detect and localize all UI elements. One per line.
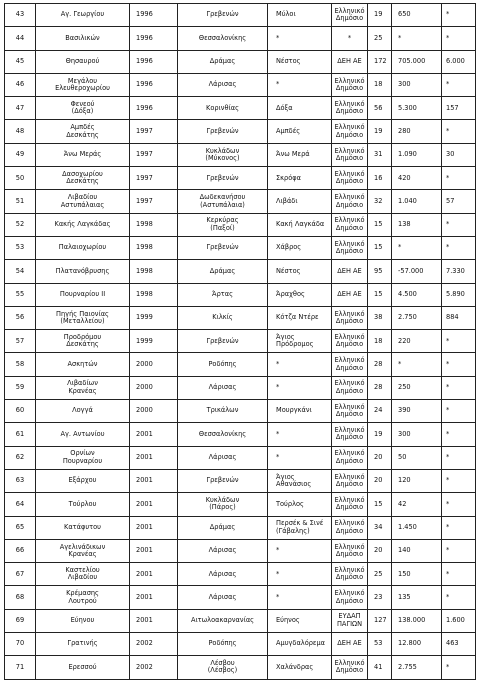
cell-row-number: 65	[5, 516, 36, 539]
cell-height: 20	[368, 469, 392, 492]
cell-prefecture: Λέσβου (Λέσβος)	[178, 656, 268, 679]
cell-row-number: 70	[5, 633, 36, 656]
cell-owner: Ελληνικό Δημόσιο	[332, 376, 368, 399]
cell-prefecture: Γρεβενών	[178, 4, 268, 27]
cell-height: 28	[368, 376, 392, 399]
cell-row-number: 62	[5, 446, 36, 469]
table-row	[5, 306, 476, 329]
cell-area: 1.600	[442, 609, 476, 632]
cell-row-number: 67	[5, 563, 36, 586]
cell-year: 2002	[130, 633, 178, 656]
cell-owner: ΔΕΗ ΑΕ	[332, 633, 368, 656]
cell-capacity: 300	[392, 423, 442, 446]
cell-row-number: 56	[5, 306, 36, 329]
cell-owner: Ελληνικό Δημόσιο	[332, 330, 368, 353]
cell-area: 884	[442, 306, 476, 329]
table-row	[5, 167, 476, 190]
cell-height: 20	[368, 446, 392, 469]
cell-prefecture: Άρτας	[178, 283, 268, 306]
cell-capacity: 135	[392, 586, 442, 609]
cell-dam-name: Ορνίων Πουρναρίου	[36, 446, 130, 469]
cell-dam-name: Αγ. Γεωργίου	[36, 4, 130, 27]
dams-table	[4, 3, 476, 680]
cell-owner: Ελληνικό Δημόσιο	[332, 143, 368, 166]
cell-prefecture: Θεσσαλονίκης	[178, 423, 268, 446]
cell-year: 2002	[130, 656, 178, 679]
cell-height: 56	[368, 97, 392, 120]
table-body	[5, 4, 476, 680]
table-row	[5, 469, 476, 492]
cell-capacity: 220	[392, 330, 442, 353]
cell-river: Άνω Μερά	[268, 143, 332, 166]
cell-river: Μύλοι	[268, 4, 332, 27]
cell-row-number: 59	[5, 376, 36, 399]
cell-river: Άγιος Αθανάσιος	[268, 469, 332, 492]
cell-row-number: 46	[5, 73, 36, 96]
cell-dam-name: Κακής Λαγκάδας	[36, 213, 130, 236]
cell-dam-name: Κατάφυτου	[36, 516, 130, 539]
cell-area: *	[442, 493, 476, 516]
cell-height: 23	[368, 586, 392, 609]
cell-capacity: 1.040	[392, 190, 442, 213]
cell-row-number: 57	[5, 330, 36, 353]
cell-area: *	[442, 516, 476, 539]
cell-river: *	[268, 586, 332, 609]
cell-row-number: 50	[5, 167, 36, 190]
cell-capacity: 5.300	[392, 97, 442, 120]
table-row	[5, 516, 476, 539]
cell-owner: Ελληνικό Δημόσιο	[332, 469, 368, 492]
cell-dam-name: Κρέμασης Λουτρού	[36, 586, 130, 609]
cell-dam-name: Μεγάλου Ελευθεροχωρίου	[36, 73, 130, 96]
cell-row-number: 44	[5, 27, 36, 50]
cell-year: 2000	[130, 353, 178, 376]
cell-capacity: 390	[392, 400, 442, 423]
table-row	[5, 353, 476, 376]
cell-capacity: *	[392, 236, 442, 259]
cell-capacity: 12.800	[392, 633, 442, 656]
table-row	[5, 376, 476, 399]
cell-owner: Ελληνικό Δημόσιο	[332, 73, 368, 96]
cell-height: 19	[368, 423, 392, 446]
cell-height: 18	[368, 73, 392, 96]
table-row	[5, 50, 476, 73]
cell-prefecture: Λάρισας	[178, 73, 268, 96]
cell-year: 1996	[130, 73, 178, 96]
cell-dam-name: Εύηνου	[36, 609, 130, 632]
cell-row-number: 54	[5, 260, 36, 283]
cell-row-number: 63	[5, 469, 36, 492]
cell-row-number: 49	[5, 143, 36, 166]
table-row	[5, 423, 476, 446]
cell-height: 15	[368, 236, 392, 259]
table-row	[5, 446, 476, 469]
cell-capacity: 280	[392, 120, 442, 143]
cell-area: *	[442, 213, 476, 236]
cell-area: *	[442, 586, 476, 609]
cell-dam-name: Καστελίου Λιβαδίου	[36, 563, 130, 586]
cell-dam-name: Δασοχωρίου Δεσκάτης	[36, 167, 130, 190]
cell-year: 2001	[130, 586, 178, 609]
cell-height: 19	[368, 120, 392, 143]
cell-owner: Ελληνικό Δημόσιο	[332, 656, 368, 679]
cell-height: 95	[368, 260, 392, 283]
cell-river: *	[268, 376, 332, 399]
cell-dam-name: Λιβαδίων Κρανέας	[36, 376, 130, 399]
cell-capacity: 1.450	[392, 516, 442, 539]
cell-prefecture: Γρεβενών	[178, 120, 268, 143]
cell-prefecture: Ροδόπης	[178, 353, 268, 376]
cell-year: 1998	[130, 283, 178, 306]
cell-year: 2000	[130, 400, 178, 423]
cell-capacity: 1.090	[392, 143, 442, 166]
cell-owner: Ελληνικό Δημόσιο	[332, 446, 368, 469]
cell-prefecture: Τρικάλων	[178, 400, 268, 423]
cell-capacity: *	[392, 27, 442, 50]
table-row	[5, 586, 476, 609]
cell-river: Χάβρος	[268, 236, 332, 259]
cell-year: 2001	[130, 563, 178, 586]
cell-river: *	[268, 27, 332, 50]
cell-capacity: 300	[392, 73, 442, 96]
cell-row-number: 47	[5, 97, 36, 120]
cell-area: *	[442, 27, 476, 50]
cell-row-number: 53	[5, 236, 36, 259]
cell-owner: Ελληνικό Δημόσιο	[332, 400, 368, 423]
cell-area: 57	[442, 190, 476, 213]
cell-year: 1997	[130, 143, 178, 166]
cell-capacity: -57.000	[392, 260, 442, 283]
cell-owner: Ελληνικό Δημόσιο	[332, 213, 368, 236]
cell-owner: Ελληνικό Δημόσιο	[332, 97, 368, 120]
cell-dam-name: Ερεσσού	[36, 656, 130, 679]
cell-row-number: 51	[5, 190, 36, 213]
cell-capacity: 42	[392, 493, 442, 516]
cell-capacity: 2.755	[392, 656, 442, 679]
cell-area: *	[442, 376, 476, 399]
cell-dam-name: Ασκητών	[36, 353, 130, 376]
cell-owner: ΔΕΗ ΑΕ	[332, 283, 368, 306]
cell-dam-name: Αγελινάδικων Κρανέας	[36, 539, 130, 562]
table-row	[5, 563, 476, 586]
cell-river: Τούρλος	[268, 493, 332, 516]
cell-dam-name: Παλαιοχωρίου	[36, 236, 130, 259]
table-row	[5, 190, 476, 213]
cell-owner: *	[332, 27, 368, 50]
cell-height: 172	[368, 50, 392, 73]
table-row	[5, 120, 476, 143]
cell-row-number: 69	[5, 609, 36, 632]
cell-river: Αμπδές	[268, 120, 332, 143]
cell-dam-name: Αμπδές Δεσκάτης	[36, 120, 130, 143]
cell-dam-name: Πηγής Παιονίας (Μεταλλείου)	[36, 306, 130, 329]
cell-capacity: 150	[392, 563, 442, 586]
cell-area: *	[442, 353, 476, 376]
cell-owner: Ελληνικό Δημόσιο	[332, 539, 368, 562]
cell-owner: Ελληνικό Δημόσιο	[332, 493, 368, 516]
cell-area: *	[442, 167, 476, 190]
cell-height: 31	[368, 143, 392, 166]
cell-owner: ΔΕΗ ΑΕ	[332, 50, 368, 73]
cell-owner: ΕΥΔΑΠ ΠΑΓΙΩΝ	[332, 609, 368, 632]
cell-area: *	[442, 423, 476, 446]
cell-year: 1996	[130, 4, 178, 27]
cell-owner: Ελληνικό Δημόσιο	[332, 236, 368, 259]
cell-prefecture: Θεσσαλονίκης	[178, 27, 268, 50]
cell-year: 1999	[130, 306, 178, 329]
cell-year: 2001	[130, 423, 178, 446]
cell-height: 15	[368, 283, 392, 306]
cell-area: *	[442, 330, 476, 353]
cell-area: *	[442, 73, 476, 96]
cell-area: *	[442, 446, 476, 469]
cell-river: Νέστος	[268, 50, 332, 73]
cell-area: *	[442, 236, 476, 259]
cell-row-number: 58	[5, 353, 36, 376]
cell-owner: Ελληνικό Δημόσιο	[332, 4, 368, 27]
cell-area: 7.330	[442, 260, 476, 283]
cell-row-number: 60	[5, 400, 36, 423]
cell-owner: Ελληνικό Δημόσιο	[332, 516, 368, 539]
cell-capacity: 138.000	[392, 609, 442, 632]
cell-prefecture: Δωδεκανήσου (Αστυπάλαια)	[178, 190, 268, 213]
cell-prefecture: Λάρισας	[178, 446, 268, 469]
cell-capacity: 140	[392, 539, 442, 562]
cell-row-number: 48	[5, 120, 36, 143]
cell-area: *	[442, 656, 476, 679]
cell-river: *	[268, 353, 332, 376]
cell-prefecture: Δράμας	[178, 516, 268, 539]
cell-river: Σκρόφα	[268, 167, 332, 190]
cell-owner: Ελληνικό Δημόσιο	[332, 423, 368, 446]
cell-year: 2001	[130, 469, 178, 492]
cell-prefecture: Κυκλάδων (Μύκονος)	[178, 143, 268, 166]
table-row	[5, 260, 476, 283]
cell-year: 1997	[130, 120, 178, 143]
cell-dam-name: Βασιλικών	[36, 27, 130, 50]
cell-capacity: 2.750	[392, 306, 442, 329]
cell-height: 38	[368, 306, 392, 329]
cell-capacity: 138	[392, 213, 442, 236]
cell-river: Άραχθος	[268, 283, 332, 306]
cell-owner: Ελληνικό Δημόσιο	[332, 586, 368, 609]
cell-area: 463	[442, 633, 476, 656]
cell-river: Εύηνος	[268, 609, 332, 632]
table-row	[5, 539, 476, 562]
cell-prefecture: Ροδόπης	[178, 633, 268, 656]
table-row	[5, 633, 476, 656]
cell-dam-name: Θησαυρού	[36, 50, 130, 73]
cell-height: 25	[368, 27, 392, 50]
cell-capacity: 250	[392, 376, 442, 399]
cell-river: Κότζα Ντέρε	[268, 306, 332, 329]
cell-dam-name: Τούρλου	[36, 493, 130, 516]
table-row	[5, 213, 476, 236]
cell-prefecture: Γρεβενών	[178, 167, 268, 190]
cell-owner: ΔΕΗ ΑΕ	[332, 260, 368, 283]
cell-row-number: 71	[5, 656, 36, 679]
cell-prefecture: Λάρισας	[178, 539, 268, 562]
cell-height: 15	[368, 213, 392, 236]
cell-owner: Ελληνικό Δημόσιο	[332, 563, 368, 586]
cell-area: 5.890	[442, 283, 476, 306]
table-row	[5, 493, 476, 516]
cell-river: Κακή Λαγκάδα	[268, 213, 332, 236]
cell-river: Μουργκάνι	[268, 400, 332, 423]
cell-height: 25	[368, 563, 392, 586]
cell-prefecture: Γρεβενών	[178, 236, 268, 259]
cell-prefecture: Κερκύρας (Παξοί)	[178, 213, 268, 236]
cell-prefecture: Λάρισας	[178, 376, 268, 399]
cell-year: 1998	[130, 260, 178, 283]
cell-area: *	[442, 563, 476, 586]
table-row	[5, 400, 476, 423]
cell-row-number: 43	[5, 4, 36, 27]
cell-river: *	[268, 539, 332, 562]
cell-river: Περσέκ & Σινέ (Γάβαλης)	[268, 516, 332, 539]
cell-height: 19	[368, 4, 392, 27]
cell-dam-name: Λογγά	[36, 400, 130, 423]
cell-prefecture: Γρεβενών	[178, 330, 268, 353]
cell-prefecture: Γρεβενών	[178, 469, 268, 492]
cell-area: 30	[442, 143, 476, 166]
cell-year: 1996	[130, 50, 178, 73]
cell-height: 16	[368, 167, 392, 190]
cell-dam-name: Λιβαδίου Αστυπάλαιας	[36, 190, 130, 213]
cell-capacity: 705.000	[392, 50, 442, 73]
cell-area: *	[442, 4, 476, 27]
cell-year: 1997	[130, 190, 178, 213]
cell-owner: Ελληνικό Δημόσιο	[332, 306, 368, 329]
cell-height: 28	[368, 353, 392, 376]
cell-prefecture: Δράμας	[178, 260, 268, 283]
cell-owner: Ελληνικό Δημόσιο	[332, 167, 368, 190]
cell-year: 2001	[130, 539, 178, 562]
cell-river: Άγιος Πρόδρομος	[268, 330, 332, 353]
cell-year: 1998	[130, 213, 178, 236]
table-row	[5, 236, 476, 259]
cell-area: *	[442, 120, 476, 143]
cell-year: 1999	[130, 330, 178, 353]
cell-river: Λιβάδι	[268, 190, 332, 213]
cell-year: 2001	[130, 493, 178, 516]
cell-capacity: 4.500	[392, 283, 442, 306]
cell-dam-name: Προδρόμου Δεσκάτης	[36, 330, 130, 353]
cell-river: *	[268, 73, 332, 96]
cell-height: 53	[368, 633, 392, 656]
cell-river: *	[268, 446, 332, 469]
cell-dam-name: Εξάρχου	[36, 469, 130, 492]
cell-height: 41	[368, 656, 392, 679]
cell-river: Αμυγδαλόρεμα	[268, 633, 332, 656]
table-row	[5, 4, 476, 27]
table-row	[5, 97, 476, 120]
cell-height: 18	[368, 330, 392, 353]
cell-owner: Ελληνικό Δημόσιο	[332, 190, 368, 213]
cell-area: *	[442, 469, 476, 492]
cell-river: Νέστος	[268, 260, 332, 283]
cell-river: *	[268, 423, 332, 446]
cell-row-number: 52	[5, 213, 36, 236]
cell-row-number: 61	[5, 423, 36, 446]
cell-prefecture: Λάρισας	[178, 586, 268, 609]
cell-dam-name: Αγ. Αντωνίου	[36, 423, 130, 446]
cell-prefecture: Λάρισας	[178, 563, 268, 586]
cell-height: 127	[368, 609, 392, 632]
cell-capacity: 50	[392, 446, 442, 469]
cell-area: *	[442, 539, 476, 562]
table-row	[5, 609, 476, 632]
cell-prefecture: Αιτωλοακαρνανίας	[178, 609, 268, 632]
cell-prefecture: Κιλκίς	[178, 306, 268, 329]
cell-year: 2000	[130, 376, 178, 399]
cell-year: 1998	[130, 236, 178, 259]
cell-capacity: 420	[392, 167, 442, 190]
cell-area: 6.000	[442, 50, 476, 73]
table-row	[5, 656, 476, 679]
cell-row-number: 64	[5, 493, 36, 516]
cell-row-number: 45	[5, 50, 36, 73]
cell-area: 157	[442, 97, 476, 120]
cell-row-number: 55	[5, 283, 36, 306]
cell-river: Δόξα	[268, 97, 332, 120]
cell-river: Χαλάνδρας	[268, 656, 332, 679]
cell-height: 34	[368, 516, 392, 539]
cell-year: 1996	[130, 27, 178, 50]
cell-capacity: *	[392, 353, 442, 376]
cell-year: 1996	[130, 97, 178, 120]
cell-height: 15	[368, 493, 392, 516]
cell-height: 20	[368, 539, 392, 562]
cell-prefecture: Δράμας	[178, 50, 268, 73]
cell-dam-name: Γρατινής	[36, 633, 130, 656]
cell-row-number: 68	[5, 586, 36, 609]
table-row	[5, 283, 476, 306]
cell-dam-name: Πουρναρίου ΙΙ	[36, 283, 130, 306]
cell-capacity: 120	[392, 469, 442, 492]
cell-owner: Ελληνικό Δημόσιο	[332, 120, 368, 143]
cell-row-number: 66	[5, 539, 36, 562]
table-row	[5, 143, 476, 166]
cell-owner: Ελληνικό Δημόσιο	[332, 353, 368, 376]
table-row	[5, 330, 476, 353]
cell-height: 32	[368, 190, 392, 213]
cell-height: 24	[368, 400, 392, 423]
cell-capacity: 650	[392, 4, 442, 27]
cell-prefecture: Κυκλάδων (Πάρος)	[178, 493, 268, 516]
cell-year: 1997	[130, 167, 178, 190]
cell-year: 2001	[130, 516, 178, 539]
cell-dam-name: Φενεού (Δόξα)	[36, 97, 130, 120]
cell-area: *	[442, 400, 476, 423]
cell-river: *	[268, 563, 332, 586]
cell-dam-name: Πλατανόβρυσης	[36, 260, 130, 283]
table-row	[5, 27, 476, 50]
cell-dam-name: Άνω Μεράς	[36, 143, 130, 166]
table-row	[5, 73, 476, 96]
cell-year: 2001	[130, 609, 178, 632]
cell-prefecture: Κορινθίας	[178, 97, 268, 120]
cell-year: 2001	[130, 446, 178, 469]
